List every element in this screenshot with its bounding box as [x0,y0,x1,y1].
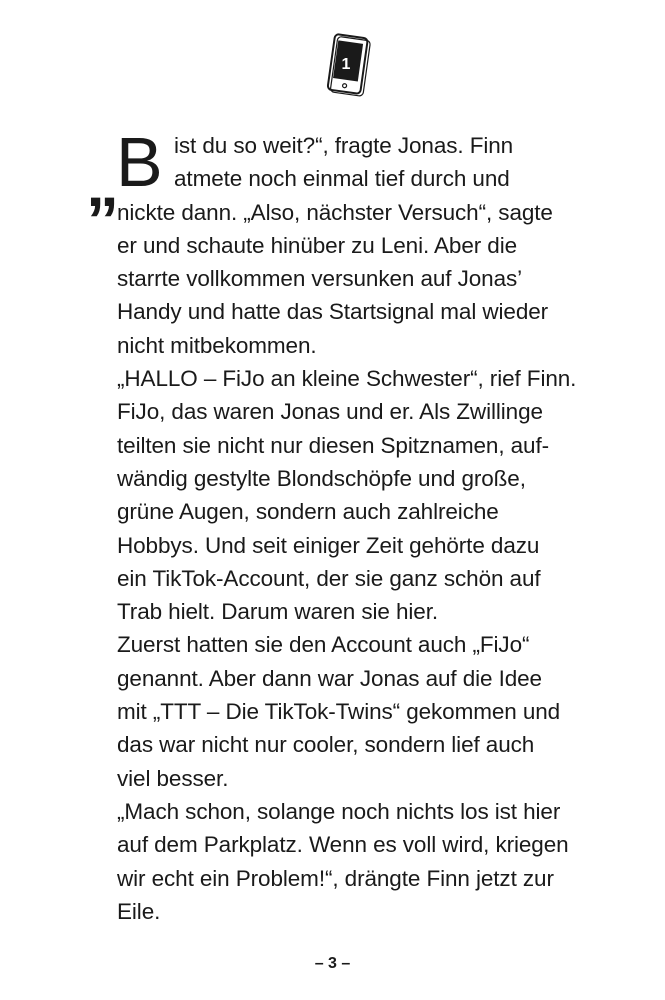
text-line: „HALLO – FiJo an kleine Schwester“, rief Finn. [117,366,577,392]
text-line: Handy und hatte das Startsignal mal wieder [117,299,549,325]
story-text [116,123,637,928]
text-line: Eile. [117,898,161,924]
page-number: – 3 – [314,955,351,972]
text-line: atmete noch einmal tief durch und [174,166,510,192]
text-line: nickte dann. „Also, nächster Versuch“, sagte [117,199,553,225]
text-line: Hobbys. Und seit einiger Zeit gehörte dazu [117,532,540,558]
text-line: FiJo, das waren Jonas und er. Als Zwillinge [117,399,543,425]
text-line: ein TikTok-Account, der sie ganz schön auf [117,565,541,591]
text-line: wändig gestylte Blondschöpfe und große, [117,465,526,491]
text-line: ist du so weit?“, fragte Jonas. Finn [174,133,514,158]
text-line: mit „TTT – Die TikTok-Twins“ gekommen und [117,699,561,725]
text-line: nicht mitbekommen. [117,332,317,358]
text-line: er und schaute hinüber zu Leni. Aber die [117,232,518,258]
text-line: das war nicht nur cooler, sondern lief auch [117,732,535,758]
text-line: Zuerst hatten sie den Account auch „FiJo“ [117,632,530,658]
tablet-icon [324,32,372,98]
text-line: „Mach schon, solange noch nichts los ist hier [117,798,561,824]
text-line: auf dem Parkplatz. Wenn es voll wird, kriegen [117,832,569,858]
chapter-number: 1 [341,56,351,73]
dropcap-quote-mark: „ [86,146,119,220]
dropcap-letter: B [116,123,163,201]
text-line: starrte vollkommen versunken auf Jonas’ [117,266,523,292]
chapter-tablet-icon [324,32,372,98]
text-line: teilten sie nicht nur diesen Spitznamen, auf- [117,432,549,458]
text-line: wir echt ein Problem!“, drängte Finn jetzt zur [117,865,554,891]
text-line: Trab hielt. Darum waren sie hier. [117,599,438,625]
text-line: grüne Augen, sondern auch zahlreiche [117,499,499,525]
text-line: viel besser. [117,765,229,791]
text-line: genannt. Aber dann war Jonas auf die Idee [117,665,542,691]
